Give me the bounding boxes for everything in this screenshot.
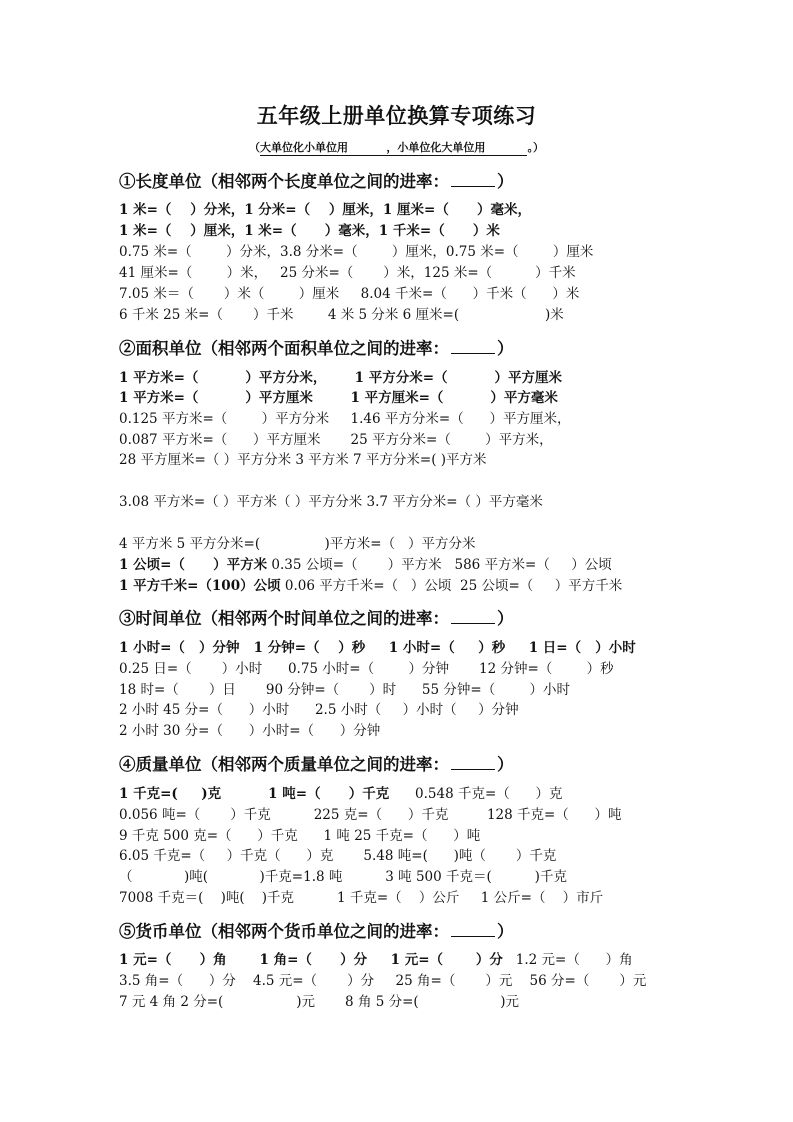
section-length-heading (119, 168, 514, 192)
length-line-3: 0.75 米=（ ）分米，3.8 分米=（ ）厘米，0.75 米=（ ）厘米 (119, 244, 594, 260)
subtitle-part-1: 大单位化小单位用 (260, 141, 349, 154)
mass-line-4: 6.05 千克=（ ）千克（ ）克 5.48 吨=( )吨（ ）千克 (119, 848, 557, 864)
subtitle-open: （ (249, 141, 261, 154)
section-area-heading (119, 335, 514, 359)
section-area-blank (451, 339, 495, 354)
mass-line-1-bold: 1 千克=( )克 1 吨=（ ）千克 (119, 786, 390, 802)
section-area-text: ②面积单位（相邻两个面积单位之间的进率： (119, 339, 449, 358)
money-line-1-rest: 1.2 元=（ ）角 (502, 952, 633, 968)
area-line-8 (119, 555, 679, 575)
subtitle-blank-1 (260, 139, 386, 156)
mass-line-1 (119, 784, 679, 804)
money-line-3: 7 元 4 角 2 分=( )元 8 角 5 分=( )元 (119, 994, 519, 1010)
money-line-1 (119, 950, 679, 970)
money-line-1-bold: 1 元=（ ）角 1 角=（ ）分 1 元=（ ）分 (119, 952, 503, 968)
time-line-2: 0.25 日=（ ）小时 0.75 小时=（ ）分钟 12 分钟=（ ）秒 (119, 661, 614, 677)
mass-line-5: （ )吨( )千克=1.8 吨 3 吨 500 千克＝( )千克 (119, 869, 567, 885)
subtitle-blank-2 (386, 139, 527, 156)
money-line-2: 3.5 角=（ ）分 4.5 元=（ ）分 25 角=（ ）元 56 分=（ ）元 (119, 973, 647, 989)
length-line-4: 41 厘米=（ ）米， 25 分米=（ ）米，125 米=（ ）千米 (119, 265, 576, 281)
time-line-3: 18 时=（ ）日 90 分钟=（ ）时 55 分钟=（ ）小时 (119, 682, 571, 698)
mass-line-3: 9 千克 500 克=（ ）千克 1 吨 25 千克=（ ）吨 (119, 828, 481, 844)
area-line-9-rest: 0.06 平方千米=（ ）公顷 25 公顷=（ ）平方千米 (280, 578, 623, 594)
length-line-1: 1 米=（ ）分米，1 分米=（ ）厘米，1 厘米=（ ）毫米， (119, 202, 532, 218)
area-line-7: 4 平方米 5 平方分米=( )平方米=（ ）平方分米 (119, 536, 476, 552)
area-line-5: 28 平方厘米=（ ）平方分米 3 平方米 7 平方分米=( )平方米 (119, 452, 487, 468)
area-line-6: 3.08 平方米=（ ）平方米（ ）平方分米 3.7 平方分米=（ ）平方毫米 (119, 494, 543, 510)
area-line-9-bold: 1 平方千米=（100）公顷 (119, 578, 281, 594)
area-line-3: 0.125 平方米=（ ）平方分米 1.46 平方分米=（ ）平方厘米， (119, 411, 571, 427)
subtitle-close: 。） (527, 141, 544, 154)
subtitle-gap-1 (348, 141, 386, 154)
area-line-2: 1 平方米=（ ）平方厘米 1 平方厘米=（ ）平方毫米 (119, 390, 558, 406)
section-time-heading (119, 605, 514, 629)
section-time-blank (451, 609, 495, 624)
section-mass-close: ） (497, 755, 514, 774)
mass-line-1-rest: 0.548 千克=（ ）克 (389, 786, 563, 802)
section-money-text: ⑤货币单位（相邻两个货币单位之间的进率： (119, 922, 449, 941)
area-line-1: 1 平方米=（ ）平方分米， 1 平方分米=（ ）平方厘米 (119, 370, 563, 386)
length-line-6: 6 千米 25 米=（ ）千米 4 米 5 分米 6 厘米=( )米 (119, 307, 564, 323)
page-subtitle (0, 139, 793, 156)
length-line-5: 7.05 米＝（ ）米（ ）厘米 8.04 千米=（ ）千米（ ）米 (119, 286, 580, 302)
page-title: 五年级上册单位换算专项练习 (256, 103, 537, 128)
time-line-4: 2 小时 45 分=（ ）小时 2.5 小时（ ）小时（ ）分钟 (119, 702, 519, 718)
area-line-4: 0.087 平方米=（ ）平方厘米 25 平方分米=（ ）平方米， (119, 432, 553, 448)
section-length-close: ） (497, 172, 514, 191)
time-line-5: 2 小时 30 分=（ ）小时=（ ）分钟 (119, 723, 381, 739)
section-length-text: ①长度单位（相邻两个长度单位之间的进率： (119, 172, 449, 191)
section-money-heading (119, 918, 514, 942)
time-line-1: 1 小时=（ ）分钟 1 分钟=（ ）秒 1 小时=（ ）秒 1 日=（ ）小时 (119, 640, 636, 656)
section-mass-heading (119, 751, 514, 775)
section-mass-blank (451, 755, 495, 770)
section-time-close: ） (497, 609, 514, 628)
section-money-blank (451, 922, 495, 937)
area-line-8-bold: 1 公顷=（ ）平方米 (119, 557, 268, 573)
area-line-9 (119, 576, 679, 596)
length-line-2: 1 米=（ ）厘米，1 米=（ ）毫米，1 千米=（ ）米 (119, 223, 500, 239)
mass-line-6: 7008 千克＝( )吨( )千克 1 千克=（ ）公斤 1 公斤=（ ）市斤 (119, 890, 604, 906)
subtitle-mid (386, 141, 527, 154)
subtitle-part-2: ，小单位化大单位用 (386, 141, 486, 154)
section-money-close: ） (497, 922, 514, 941)
section-mass-text: ④质量单位（相邻两个质量单位之间的进率： (119, 755, 449, 774)
area-line-8-rest: 0.35 公顷=（ ）平方米 586 平方米=（ ）公顷 (267, 557, 612, 573)
subtitle-gap-2 (485, 141, 527, 154)
section-area-close: ） (497, 339, 514, 358)
mass-line-2: 0.056 吨=（ ）千克 225 克=（ ）千克 128 千克=（ ）吨 (119, 807, 622, 823)
section-time-text: ③时间单位（相邻两个时间单位之间的进率： (119, 609, 449, 628)
section-length-blank (451, 172, 495, 187)
